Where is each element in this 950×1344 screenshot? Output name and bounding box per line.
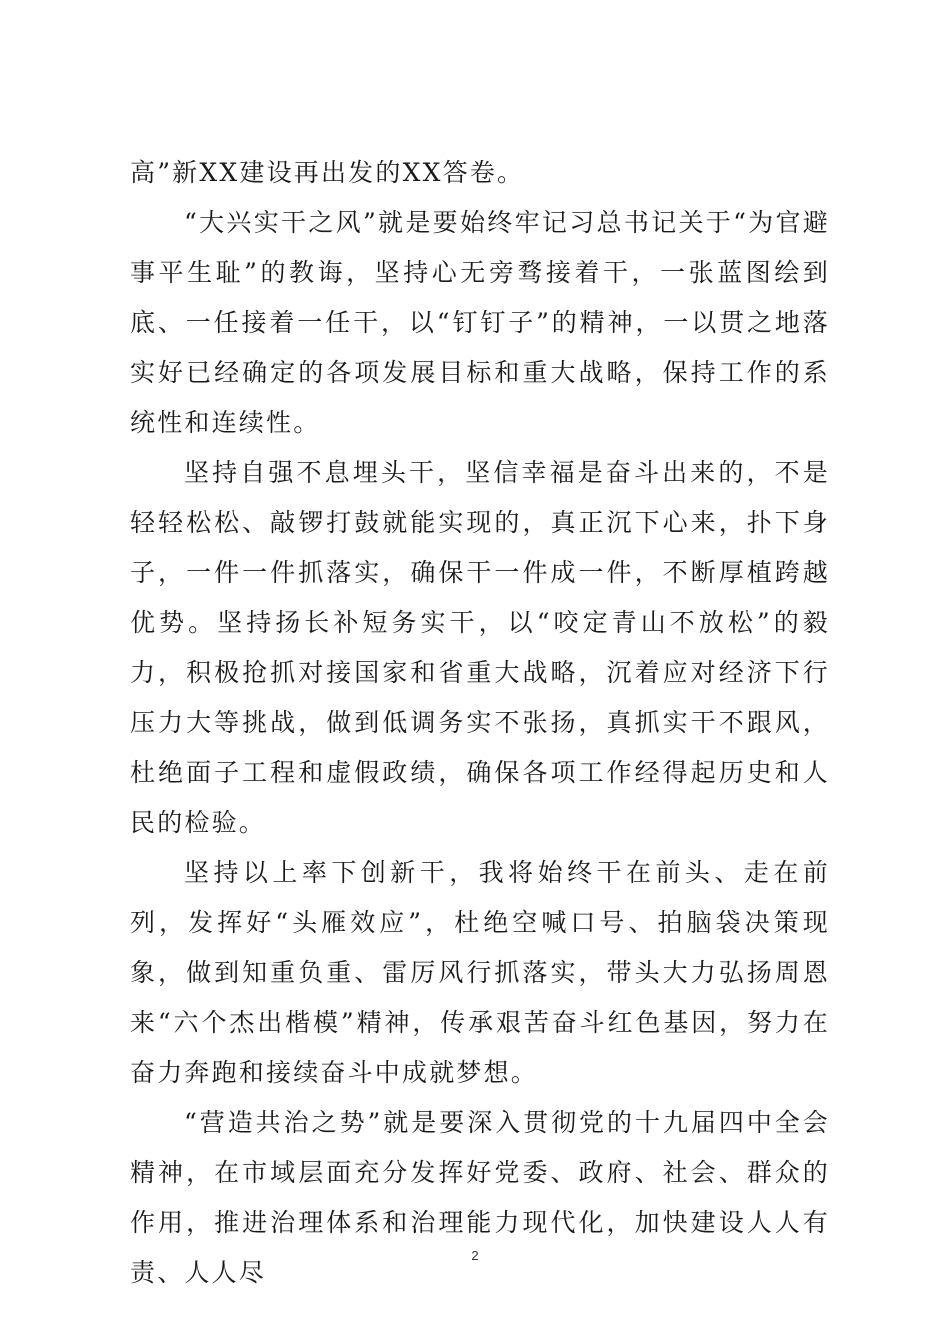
paragraph-2: “大兴实干之风”就是要始终牢记习总书记关于“为官避事平生耻”的教诲，坚持心无旁骛接着干，一张蓝图绘到底、一任接着一任干，以“钉钉子”的精神，一以贯之地落实好已经确定的各项发展目标和重大战略，保持工作的系统性和连续性。 <box>130 208 830 437</box>
paragraph-5: “营造共治之势”就是要深入贯彻党的十九届四中全会精神，在市域层面充分发挥好党委、政府、社会、群众的作用，推进治理体系和治理能力现代化，加快建设人人有责、人人尽 <box>130 1108 830 1287</box>
paragraph-1: 高”新XX建设再出发的XX答卷。 <box>130 158 525 187</box>
document-body <box>130 148 830 1298</box>
paragraph-3: 坚持自强不息埋头干，坚信幸福是奋斗出来的，不是轻轻松松、敲锣打鼓就能实现的，真正沉下心来，扑下身子，一件一件抓落实，确保干一件成一件，不断厚植跨越优势。坚持扬长补短务实干，以“咬定青山不放松”的毅力，积极抢抓对接国家和省重大战略，沉着应对经济下行压力大等挑战，做到低调务实不张扬，真抓实干不跟风，杜绝面子工程和虚假政绩，确保各项工作经得起历史和人民的检验。 <box>130 458 830 837</box>
page-number: 2 <box>471 1248 479 1263</box>
paragraph-4: 坚持以上率下创新干，我将始终干在前头、走在前列，发挥好“头雁效应”，杜绝空喊口号、拍脑袋决策现象，做到知重负重、雷厉风行抓落实，带头大力弘扬周恩来“六个杰出楷模”精神，传承艰苦奋斗红色基因，努力在奋力奔跑和接续奋斗中成就梦想。 <box>130 858 830 1087</box>
